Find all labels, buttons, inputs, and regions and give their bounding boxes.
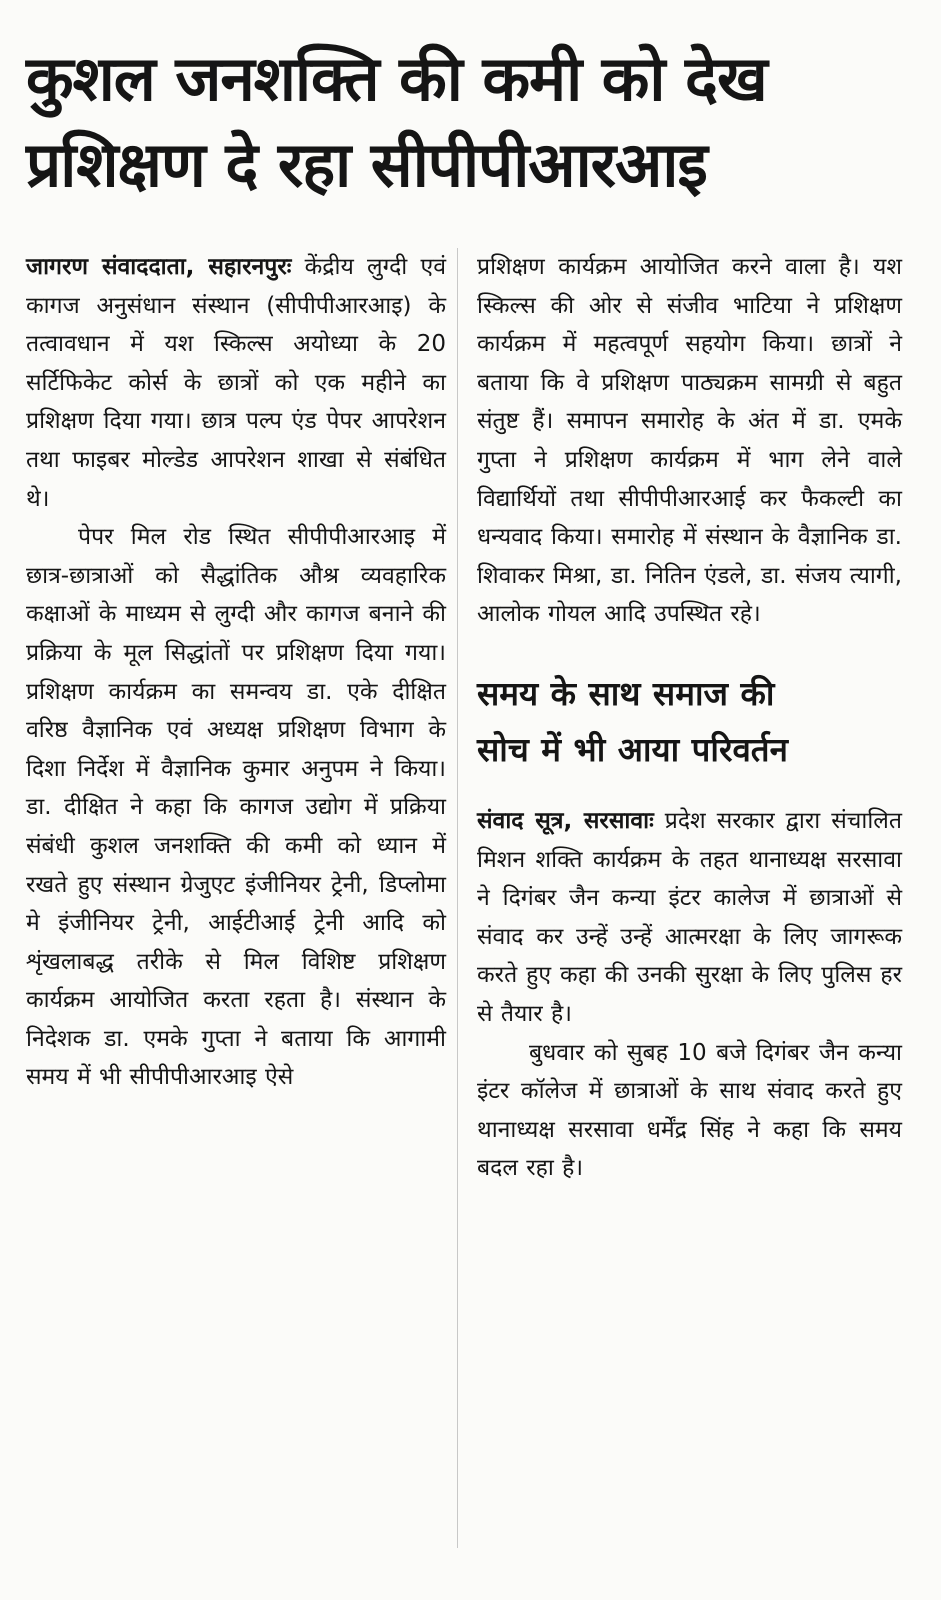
article-2-paragraph-2: बुधवार को सुबह 10 बजे दिगंबर जैन कन्या इंटर कॉलेज में छात्राओं के साथ संवाद करते हुए थानाध्यक्ष सरसावा धर्मेंद्र सिंह ने कहा कि समय बदल रहा है। (477, 1039, 902, 1182)
article-2-paragraph-1 (477, 802, 902, 1034)
article-2-dateline: संवाद सूत्र, सरसावाः (477, 807, 654, 834)
column-divider (457, 248, 458, 1548)
headline-line-2: प्रशिक्षण दे रहा सीपीपीआरआइ (26, 128, 707, 201)
article-1-paragraph-1 (26, 248, 446, 518)
article-2-paragraph-1-text: प्रदेश सरकार द्वारा संचालित मिशन शक्ति कार्यक्रम के तहत थानाध्यक्ष सरसावा ने दिगंबर जैन कन्या इंटर कालेज में छात्राओं से संवाद कर उन्हें उन्हें आत्मरक्षा के लिए जागरूक करते हुए कहा की उनकी सुरक्षा के लिए पुलिस हर से तैयार है। (477, 807, 902, 1027)
article-2-headline-line-1: समय के साथ समाज की (477, 673, 775, 713)
headline-line-1: कुशल जनशक्ति की कमी को देख (26, 42, 767, 115)
article-1-paragraph-1-text: केंद्रीय लुग्दी एवं कागज अनुसंधान संस्थान (सीपीपीआरआइ) के तत्वावधान में यश स्किल्स अयोध्या के 20 सर्टिफिकेट कोर्स के छात्रों को एक महीने का प्रशिक्षण दिया गया। छात्र पल्प एंड पेपर आपरेशन तथा फाइबर मोल्डेड आपरेशन शाखा से संबंधित थे। (26, 254, 447, 512)
main-headline (26, 36, 916, 208)
article-2-headline (477, 666, 902, 778)
article-1-paragraph-3: प्रशिक्षण कार्यक्रम आयोजित करने वाला है। यश स्किल्स की ओर से संजीव भाटिया ने प्रशिक्षण कार्यक्रम में महत्वपूर्ण सहयोग किया। छात्रों ने बताया कि वे प्रशिक्षण पाठ्यक्रम सामग्री से बहुत संतुष्ट हैं। समापन समारोह के अंत में डा. एमके गुप्ता ने प्रशिक्षण कार्यक्रम में भाग लेने वाले विद्यार्थियों तथा सीपीपीआरआई कर फैकल्टी का धन्यवाद किया। समारोह में संस्थान के वैज्ञानिक डा. शिवाकर मिश्रा, डा. नितिन एंडले, डा. संजय त्यागी, आलोक गोयल आदि उपस्थित रहे। (477, 254, 902, 628)
article-1-left-column (26, 248, 446, 1097)
article-2-headline-line-2: सोच में भी आया परिवर्तन (477, 729, 788, 769)
article-1-paragraph-2: पेपर मिल रोड स्थित सीपीपीआरआइ में छात्र-छात्राओं को सैद्धांतिक औश्र व्यवहारिक कक्षाओं के माध्यम से लुग्दी और कागज बनाने की प्रक्रिया के मूल सिद्धांतों पर प्रशिक्षण दिया गया। प्रशिक्षण कार्यक्रम का समन्वय डा. एके दीक्षित वरिष्ठ वैज्ञानिक एवं अध्यक्ष प्रशिक्षण विभाग के दिशा निर्देश में वैज्ञानिक कुमार अनुपम ने किया। डा. दीक्षित ने कहा कि कागज उद्योग में प्रक्रिया संबंधी कुशल जनशक्ति की कमी को ध्यान में रखते हुए संस्थान ग्रेजुएट इंजीनियर ट्रेनी, डिप्लोमा मे इंजीनियर ट्रेनी, आईटीआई ट्रेनी आदि को शृंखलाबद्ध तरीके से मिल विशिष्ट प्रशिक्षण कार्यक्रम आयोजित करता रहता है। संस्थान के निदेशक डा. एमके गुप्ता ने बताया कि आगामी समय में भी सीपीपीआरआइ ऐसे (26, 524, 446, 1091)
right-column (477, 248, 902, 1188)
article-1-dateline: जागरण संवाददाता, सहारनपुरः (26, 254, 292, 280)
